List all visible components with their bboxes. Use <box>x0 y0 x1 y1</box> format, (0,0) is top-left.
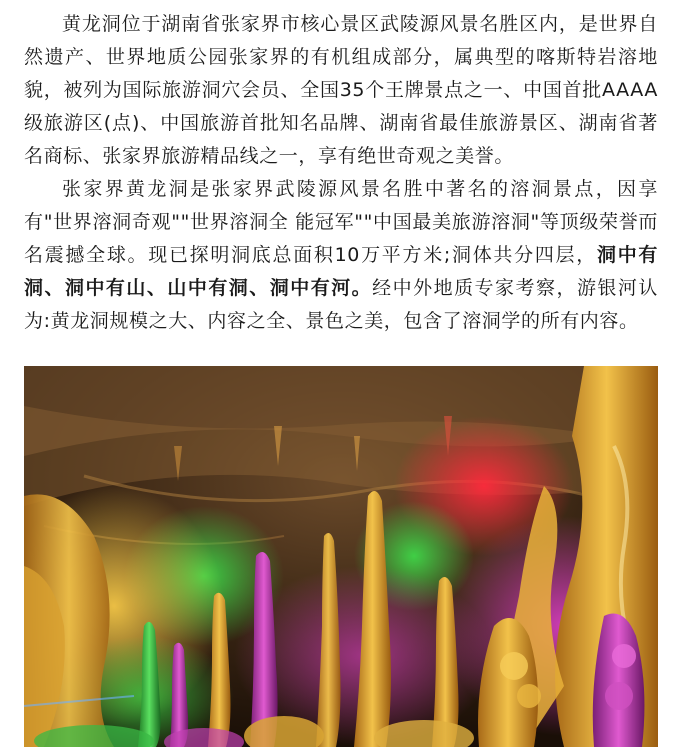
paragraph-details <box>24 173 658 338</box>
article-body <box>24 8 658 338</box>
cave-photo-illustration <box>24 366 658 747</box>
paragraph-details-highlight: 洞中有洞、洞中有山、山中有洞、洞中有河。 <box>24 244 658 299</box>
paragraph-details-text-1: 张家界黄龙洞是张家界武陵源风景名胜中著名的溶洞景点，因享有"世界溶洞奇观""世界溶洞全 能冠军""中国最美旅游溶洞"等顶级荣誉而名震撼全球。现已探明洞底总面积10万平方米;洞体共分四层， <box>24 178 658 266</box>
cave-photo <box>24 366 658 747</box>
paragraph-details-text-2: 经中外地质专家考察，游银河认为:黄龙洞规模之大、内容之全、景色之美，包含了溶洞学的所有内容。 <box>24 277 658 332</box>
paragraph-intro: 黄龙洞位于湖南省张家界市核心景区武陵源风景名胜区内，是世界自然遗产、世界地质公园张家界的有机组成部分，属典型的喀斯特岩溶地貌，被列为国际旅游洞穴会员、全国35个王牌景点之一、中国首批AAAA级旅游区(点)、中国旅游首批知名品牌、湖南省最佳旅游景区、湖南省著名商标、张家界旅游精品线之一，享有绝世奇观之美誉。 <box>24 13 658 167</box>
